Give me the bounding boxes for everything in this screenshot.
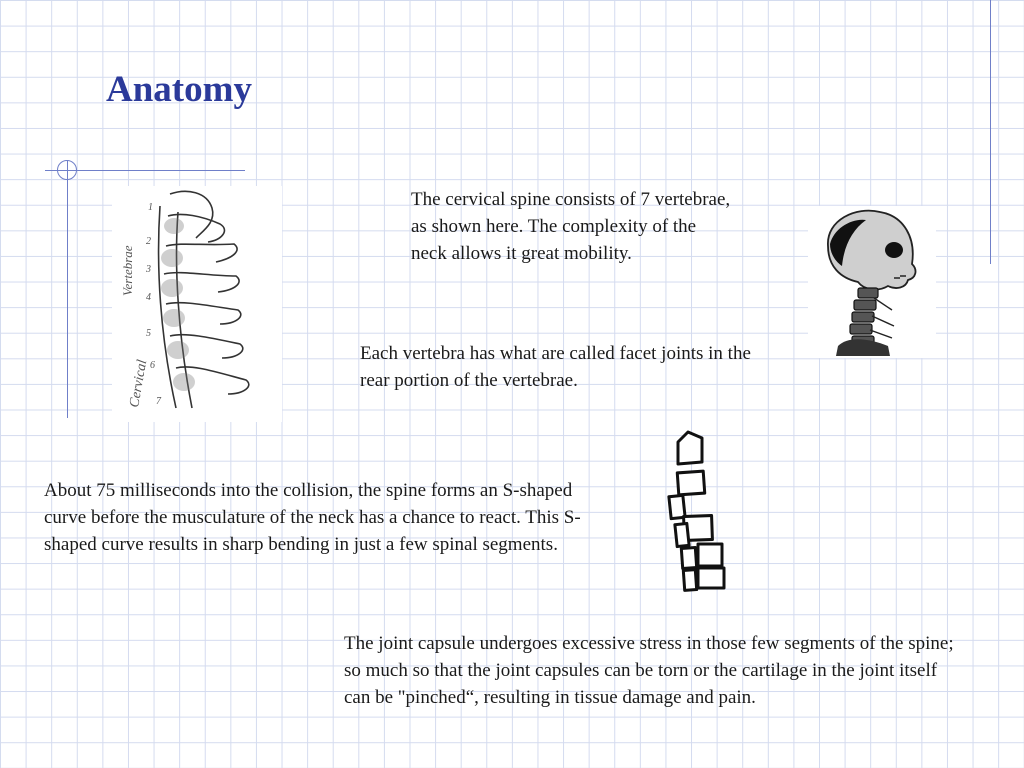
vertebra-blocks-diagram xyxy=(656,426,730,596)
vertebra-number: 1 xyxy=(148,202,153,213)
vertebra-number: 4 xyxy=(146,292,151,303)
vertebra-number: 6 xyxy=(150,360,155,371)
slide-title: Anatomy xyxy=(106,69,252,110)
vertebra-number: 5 xyxy=(146,328,151,339)
decorative-vertical-line-left xyxy=(67,160,68,418)
paragraph-cervical-spine: The cervical spine consists of 7 vertebrae, as shown here. The complexity of the neck allows it great mobility. xyxy=(411,189,731,264)
cervical-spine-illustration xyxy=(112,186,282,422)
spine-label-cervical: Cervical xyxy=(127,358,151,409)
skull-neck-illustration xyxy=(808,206,936,358)
crosshair-ornament-icon xyxy=(57,160,77,180)
paragraph-facet-joints: Each vertebra has what are called facet joints in the rear portion of the vertebrae. xyxy=(360,343,751,391)
paragraph-s-curve: About 75 milliseconds into the collision, the spine forms an S-shaped curve before the musculature of the neck has a chance to react. This S-shaped curve results in sharp bending in just a few spinal segments. xyxy=(44,480,581,555)
decorative-vertical-line-right xyxy=(990,0,991,264)
vertebra-number: 3 xyxy=(146,264,151,275)
vertebra-number: 2 xyxy=(146,236,151,247)
vertebra-number: 7 xyxy=(156,396,161,407)
paragraph-joint-capsule: The joint capsule undergoes excessive stress in those few segments of the spine; so much so that the joint capsules can be torn or the cartilage in the joint itself can be "pinched“, resulting in tissue damage and pain. xyxy=(344,633,954,708)
spine-label-vertebrae: Vertebrae xyxy=(120,245,135,296)
